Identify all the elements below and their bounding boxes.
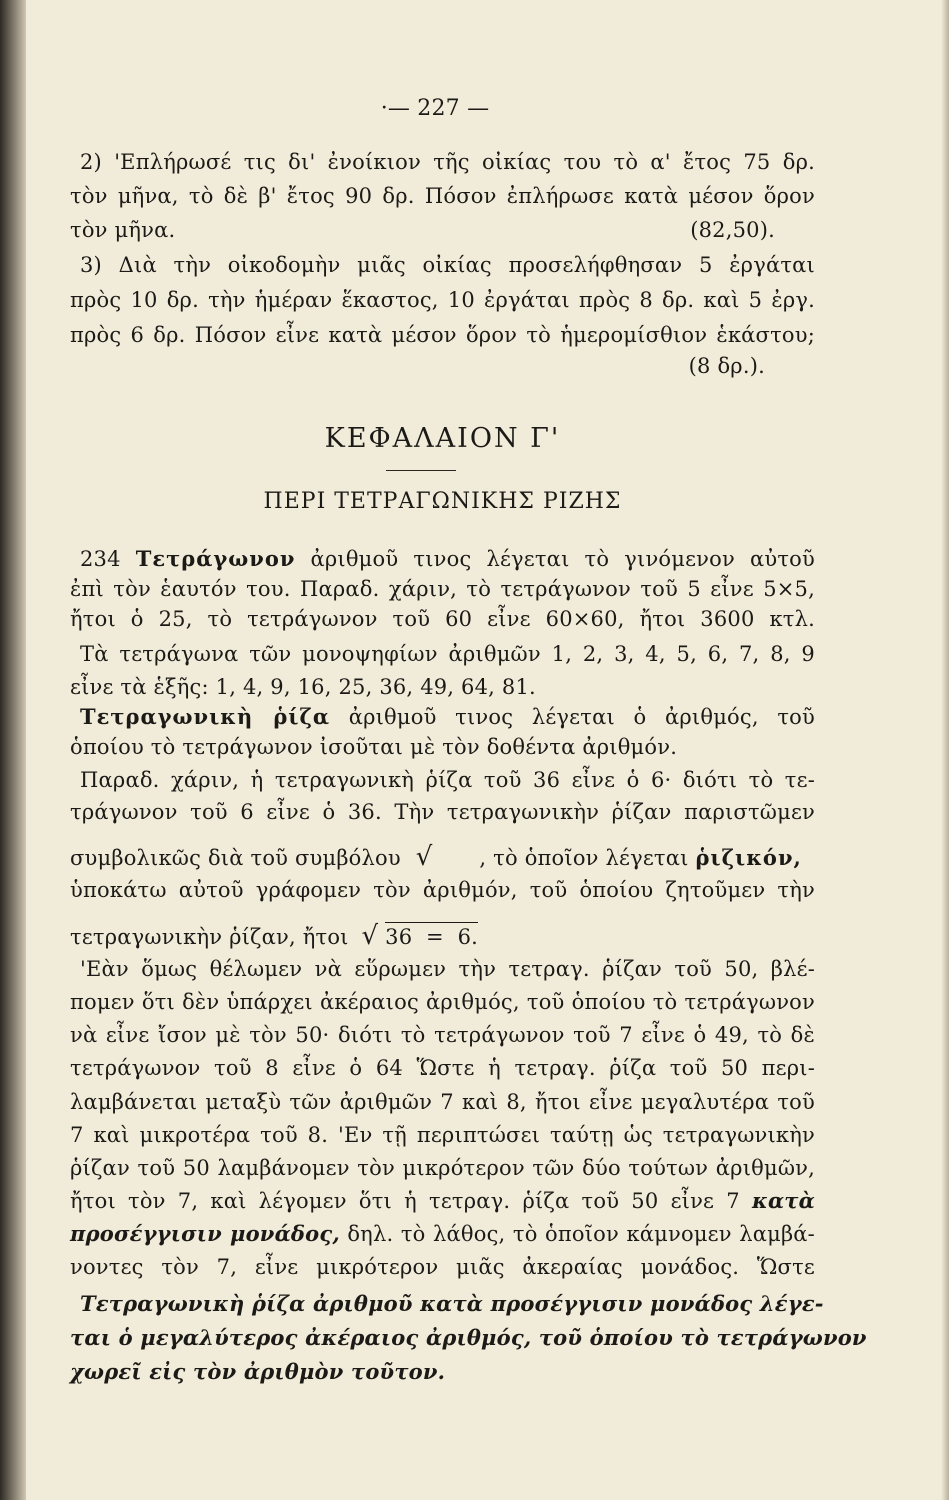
term-square-root: Τετραγωνικὴ ῥίζα	[80, 704, 331, 729]
body-line-11: ὑποκάτω αὐτοῦ γράφομεν τὸν ἀριθμόν, τοῦ ὁποίου ζητοῦμεν τὴν	[70, 878, 815, 902]
problem-3-answer: (8 δρ.).	[688, 354, 765, 378]
paragraph-234-line-1	[80, 545, 815, 573]
definition-line-1-text: ἀριθμοῦ τινος λέγεται ὁ ἀριθμός, τοῦ	[348, 705, 815, 729]
term-kata: κατὰ	[752, 1188, 815, 1213]
definition-line-1	[80, 703, 815, 731]
problem-3-line-1: 3) Διὰ τὴν οἰκοδομὴν μιᾶς οἰκίας προσελήφθησαν 5 ἐργάται	[80, 253, 815, 277]
definition-approx-line-1: Τετραγωνικὴ ῥίζα ἀριθμοῦ κατὰ προσέγγισιν μονάδος λέγε-	[80, 1291, 824, 1316]
symbol-line-text-b: , τὸ ὁποῖον λέγεται	[479, 846, 689, 870]
body-line-5: εἶνε τὰ ἑξῆς: 1, 4, 9, 16, 25, 36, 49, 64, 81.	[70, 675, 536, 699]
symbol-line	[70, 843, 815, 872]
body-line-17: λαμβάνεται μεταξὺ τῶν ἀριθμῶν 7 καὶ 8, ἤτοι εἶνε μεγαλυτέρα τοῦ	[70, 1090, 815, 1114]
definition-approx-line-2: ται ὁ μεγαλύτερος ἀκέραιος ἀριθμός, τοῦ ὁποίου τὸ τετράγωνον	[70, 1325, 867, 1350]
definition-line-2: ὁποίου τὸ τετράγωνον ἰσοῦται μὲ τὸν δοθέντα ἀριθμόν.	[70, 735, 678, 759]
chapter-title: ΚΕΦΑΛΑΙΟΝ Γ'	[324, 423, 561, 454]
term-tetragonon: Τετράγωνον	[135, 546, 296, 571]
body-line-4: Τὰ τετράγωνα τῶν μονοψηφίων ἀριθμῶν 1, 2, 3, 4, 5, 6, 7, 8, 9	[80, 642, 815, 666]
section-title: ΠΕΡΙ ΤΕΤΡΑΓΩΝΙΚΗΣ ΡΙΖΗΣ	[263, 489, 622, 514]
example-line-1: Παραδ. χάριν, ἡ τετραγωνικὴ ῥίζα τοῦ 36 εἶνε ὁ 6· διότι τὸ τε-	[80, 768, 815, 792]
term-approximation: προσέγγισιν μονάδος,	[70, 1221, 340, 1246]
sqrt-example-text: τετραγωνικὴν ῥίζαν, ἤτοι	[70, 925, 349, 949]
body-line-2: ἐπὶ τὸν ἑαυτόν του. Παραδ. χάριν, τὸ τετράγωνον τοῦ 5 εἶνε 5×5,	[70, 577, 815, 601]
body-line-19: ῥίζαν τοῦ 50 λαμβάνομεν τὸν μικρότερον τῶν δύο τούτων ἀριθμῶν,	[70, 1156, 815, 1180]
problem-2-line-3-text: τὸν μῆνα.	[70, 218, 176, 242]
heading-divider	[386, 470, 456, 471]
paragraph-234-text: ἀριθμοῦ τινος λέγεται τὸ γινόμενον αὐτοῦ	[310, 547, 815, 571]
body-line-20	[70, 1187, 815, 1215]
body-line-14: πομεν ὅτι δὲν ὑπάρχει ἀκέραιος ἀριθμός, τοῦ ὁποίου τὸ τετράγωνον	[70, 990, 815, 1014]
body-line-16: τετράγωνον τοῦ 8 εἶνε ὁ 64 Ὥστε ἡ τετραγ. ῥίζα τοῦ 50 περι-	[70, 1056, 815, 1080]
page-number: ·— 227 —	[380, 96, 490, 121]
page-right-edge	[941, 0, 949, 1500]
problem-2-answer: (82,50).	[690, 218, 775, 242]
body-line-20-text: ἤτοι τὸν 7, καὶ λέγομεν ὅτι ἡ τετραγ. ῥίζα τοῦ 50 εἶνε 7	[70, 1189, 740, 1213]
body-line-15: νὰ εἶνε ἴσον μὲ τὸν 50· διότι τὸ τετράγωνον τοῦ 7 εἶνε ὁ 49, τὸ δὲ	[70, 1023, 815, 1047]
radical-symbol: √	[415, 842, 433, 872]
page-binding-edge	[0, 0, 26, 1500]
term-rizikon: ῥιζικόν,	[695, 845, 802, 870]
paragraph-number: 234	[80, 547, 121, 571]
problem-2-line-3	[70, 216, 815, 244]
body-line-22: νοντες τὸν 7, εἶνε μικρότερον μιᾶς ἀκεραίας μονάδος. Ὥστε	[70, 1255, 815, 1279]
problem-3-line-2: πρὸς 10 δρ. τὴν ἡμέραν ἕκαστος, 10 ἐργάται πρὸς 8 δρ. καὶ 5 ἐργ.	[70, 288, 815, 312]
body-line-21-text: δηλ. τὸ λάθος, τὸ ὁποῖον κάμνομεν λαμβά-	[347, 1222, 815, 1246]
body-line-13: 'Εὰν ὅμως θέλωμεν νὰ εὕρωμεν τὴν τετραγ. ῥίζαν τοῦ 50, βλέ-	[80, 957, 815, 981]
sqrt-equation: 36 = 6.	[385, 922, 478, 949]
sqrt-example-line	[70, 922, 815, 951]
example-line-2: τράγωνον τοῦ 6 εἶνε ὁ 36. Τὴν τετραγωνικὴν ῥίζαν παριστῶμεν	[70, 800, 815, 824]
problem-2-line-2: τὸν μῆνα, τὸ δὲ β' ἔτος 90 δρ. Πόσον ἐπλήρωσε κατὰ μέσον ὅρον	[70, 184, 815, 208]
body-line-21	[70, 1220, 815, 1248]
body-line-18: 7 καὶ μικροτέρα τοῦ 8. 'Εν τῇ περιπτώσει ταύτῃ ὡς τετραγωνικὴν	[70, 1123, 815, 1147]
definition-approx-line-3: χωρεῖ εἰς τὸν ἀριθμὸν τοῦτον.	[70, 1359, 446, 1384]
radical-symbol-example: √	[361, 921, 379, 951]
symbol-line-text-a: συμβολικῶς διὰ τοῦ συμβόλου	[70, 846, 401, 870]
body-line-3: ἤτοι ὁ 25, τὸ τετράγωνον τοῦ 60 εἶνε 60×60, ἤτοι 3600 κτλ.	[70, 607, 815, 631]
problem-2-line-1: 2) 'Επλήρωσέ τις δι' ἐνοίκιον τῆς οἰκίας του τὸ α' ἔτος 75 δρ.	[80, 150, 815, 174]
problem-3-line-3: πρὸς 6 δρ. Πόσον εἶνε κατὰ μέσον ὅρον τὸ ἡμερομίσθιον ἑκάστου;	[70, 323, 815, 347]
